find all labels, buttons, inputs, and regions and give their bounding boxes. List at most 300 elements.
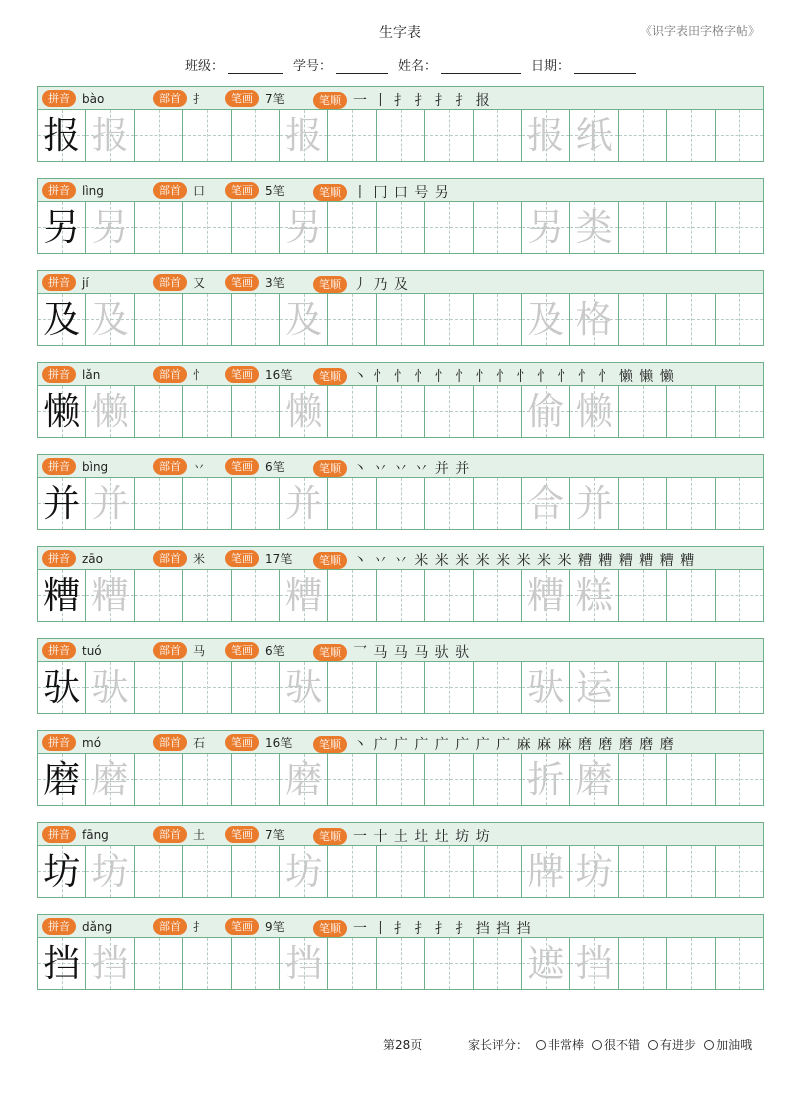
tianzige-cell[interactable] (86, 570, 134, 621)
trace-character: 坊 (91, 849, 129, 893)
character-block (37, 730, 764, 822)
tianzige-cell[interactable] (38, 386, 86, 437)
trace-character: 坊 (575, 849, 613, 893)
strokes-slot (225, 734, 292, 751)
info-field-blank[interactable] (441, 59, 521, 74)
tianzige-cell[interactable] (425, 662, 473, 713)
tianzige-cell[interactable] (716, 846, 764, 897)
pinyin-badge: 拼音 (42, 366, 76, 383)
tianzige-cell[interactable] (619, 938, 667, 989)
tianzige-cell[interactable] (280, 386, 328, 437)
tianzige-row (37, 110, 764, 162)
tianzige-cell[interactable] (86, 662, 134, 713)
tianzige-cell[interactable] (135, 846, 183, 897)
trace-character: 磨 (285, 757, 323, 801)
tianzige-cell[interactable] (377, 294, 425, 345)
pinyin-slot (42, 274, 89, 291)
tianzige-cell[interactable] (328, 570, 376, 621)
tianzige-cell[interactable] (377, 938, 425, 989)
tianzige-cell[interactable] (619, 478, 667, 529)
stroke-count-value: 16笔 (265, 736, 293, 750)
tianzige-cell[interactable] (716, 478, 764, 529)
tianzige-cell[interactable] (667, 110, 715, 161)
model-character: 报 (43, 113, 81, 157)
radical-value: 扌 (193, 92, 206, 106)
tianzige-row (37, 202, 764, 254)
tianzige-cell[interactable] (377, 570, 425, 621)
pinyin-slot (42, 642, 102, 659)
tianzige-row (37, 662, 764, 714)
stroke-count-value: 7笔 (265, 828, 285, 842)
strokes-badge: 笔画 (225, 550, 259, 567)
info-field-label: 班级： (185, 59, 225, 74)
tianzige-cell[interactable] (474, 662, 522, 713)
tianzige-cell[interactable] (86, 846, 134, 897)
tianzige-cell[interactable] (280, 294, 328, 345)
tianzige-cell[interactable] (183, 386, 231, 437)
character-info-bar (37, 362, 764, 386)
rating-option[interactable] (648, 1036, 696, 1053)
trace-character: 另 (285, 205, 323, 249)
trace-character: 纸 (575, 113, 613, 157)
trace-character: 懒 (91, 389, 129, 433)
tianzige-cell[interactable] (86, 386, 134, 437)
stroke-order-value: 一 十 土 圵 圵 坊 坊 (353, 829, 491, 845)
tianzige-cell[interactable] (280, 110, 328, 161)
tianzige-cell[interactable] (86, 754, 134, 805)
tianzige-cell[interactable] (280, 662, 328, 713)
stroke-order-value: 丶 丷 丷 丷 并 并 (353, 461, 471, 477)
tianzige-cell[interactable] (280, 570, 328, 621)
tianzige-cell[interactable] (232, 202, 280, 253)
tianzige-cell[interactable] (183, 294, 231, 345)
radical-value: 马 (193, 644, 206, 658)
tianzige-cell[interactable] (183, 202, 231, 253)
pinyin-badge: 拼音 (42, 642, 76, 659)
tianzige-cell[interactable] (377, 202, 425, 253)
tianzige-cell[interactable] (135, 110, 183, 161)
stroke-order-value: 丨 冂 口 号 另 (353, 185, 450, 201)
radical-slot (153, 274, 205, 291)
strokes-slot (225, 90, 285, 107)
tianzige-cell[interactable] (86, 938, 134, 989)
tianzige-cell[interactable] (570, 754, 618, 805)
tianzige-cell[interactable] (522, 478, 570, 529)
info-field-blank[interactable] (228, 59, 283, 74)
trace-character: 及 (285, 297, 323, 341)
order-slot (313, 550, 695, 570)
radio-circle-icon[interactable] (592, 1040, 602, 1050)
rating-option[interactable] (592, 1036, 640, 1053)
model-character: 并 (43, 481, 81, 525)
radio-circle-icon[interactable] (648, 1040, 658, 1050)
tianzige-cell[interactable] (570, 570, 618, 621)
tianzige-cell[interactable] (522, 386, 570, 437)
tianzige-cell[interactable] (135, 386, 183, 437)
trace-character: 报 (527, 113, 565, 157)
tianzige-cell[interactable] (425, 202, 473, 253)
tianzige-cell[interactable] (183, 662, 231, 713)
tianzige-cell[interactable] (135, 662, 183, 713)
tianzige-cell[interactable] (522, 662, 570, 713)
strokes-badge: 笔画 (225, 182, 259, 199)
tianzige-cell[interactable] (232, 110, 280, 161)
radical-badge: 部首 (153, 182, 187, 199)
tianzige-cell[interactable] (667, 386, 715, 437)
radical-badge: 部首 (153, 918, 187, 935)
stroke-count-value: 17笔 (265, 552, 293, 566)
stroke-count-value: 3笔 (265, 276, 285, 290)
tianzige-cell[interactable] (522, 202, 570, 253)
tianzige-cell[interactable] (619, 202, 667, 253)
tianzige-cell[interactable] (38, 938, 86, 989)
trace-character: 糟 (91, 573, 129, 617)
info-field (398, 55, 521, 74)
tianzige-cell[interactable] (183, 754, 231, 805)
pinyin-slot (42, 366, 100, 383)
tianzige-cell[interactable] (328, 478, 376, 529)
tianzige-cell[interactable] (716, 386, 764, 437)
trace-character: 并 (575, 481, 613, 525)
tianzige-cell[interactable] (328, 386, 376, 437)
tianzige-cell[interactable] (377, 110, 425, 161)
pinyin-value: bào (82, 91, 105, 106)
tianzige-cell[interactable] (232, 754, 280, 805)
tianzige-cell[interactable] (474, 202, 522, 253)
rating-option-label: 很不错 (604, 1038, 641, 1052)
tianzige-cell[interactable] (619, 662, 667, 713)
order-slot (313, 642, 470, 662)
tianzige-cell[interactable] (135, 294, 183, 345)
info-field (293, 55, 388, 74)
radical-badge: 部首 (153, 458, 187, 475)
stroke-order-value: 丶 忄 忄 忄 忄 忄 忄 忄 忄 忄 忄 忄 忄 懒 懒 懒 (353, 369, 675, 385)
tianzige-cell[interactable] (135, 938, 183, 989)
trace-character: 另 (527, 205, 565, 249)
trace-character: 合 (527, 481, 565, 525)
radical-badge: 部首 (153, 826, 187, 843)
pinyin-value: mó (82, 735, 102, 750)
tianzige-cell[interactable] (667, 294, 715, 345)
strokes-slot (225, 366, 292, 383)
trace-character: 报 (91, 113, 129, 157)
tianzige-cell[interactable] (667, 202, 715, 253)
stroke-order-badge: 笔顺 (313, 276, 347, 293)
character-block (37, 270, 764, 362)
tianzige-cell[interactable] (425, 110, 473, 161)
tianzige-cell[interactable] (716, 110, 764, 161)
tianzige-cell[interactable] (86, 294, 134, 345)
tianzige-cell[interactable] (522, 754, 570, 805)
tianzige-cell[interactable] (667, 478, 715, 529)
tianzige-cell[interactable] (474, 754, 522, 805)
tianzige-cell[interactable] (474, 570, 522, 621)
tianzige-cell[interactable] (570, 110, 618, 161)
rating-option[interactable] (704, 1036, 752, 1053)
tianzige-cell[interactable] (38, 294, 86, 345)
tianzige-cell[interactable] (474, 386, 522, 437)
series-title: 《识字表田字格字帖》 (639, 24, 760, 38)
tianzige-cell[interactable] (135, 202, 183, 253)
tianzige-cell[interactable] (619, 386, 667, 437)
tianzige-cell[interactable] (135, 754, 183, 805)
tianzige-cell[interactable] (86, 478, 134, 529)
character-info-bar (37, 86, 764, 110)
tianzige-cell[interactable] (425, 938, 473, 989)
tianzige-cell[interactable] (522, 938, 570, 989)
radical-value: 石 (193, 736, 206, 750)
stroke-order-badge: 笔顺 (313, 644, 347, 661)
trace-character: 折 (527, 757, 565, 801)
radical-value: 扌 (193, 920, 206, 934)
pinyin-badge: 拼音 (42, 182, 76, 199)
tianzige-cell[interactable] (183, 846, 231, 897)
tianzige-cell[interactable] (38, 110, 86, 161)
trace-character: 磨 (91, 757, 129, 801)
tianzige-cell[interactable] (328, 754, 376, 805)
stroke-count-value: 16笔 (265, 368, 293, 382)
tianzige-cell[interactable] (280, 478, 328, 529)
character-info-bar (37, 822, 764, 846)
tianzige-cell[interactable] (425, 478, 473, 529)
radical-slot (153, 458, 205, 475)
info-field (531, 55, 636, 74)
trace-character: 类 (575, 205, 613, 249)
tianzige-cell[interactable] (474, 110, 522, 161)
tianzige-cell[interactable] (716, 938, 764, 989)
model-character: 挡 (43, 941, 81, 985)
tianzige-cell[interactable] (619, 754, 667, 805)
tianzige-cell[interactable] (474, 846, 522, 897)
tianzige-row (37, 570, 764, 622)
rating-option[interactable] (536, 1036, 584, 1053)
stroke-order-value: 乛 马 马 马 驮 驮 (353, 645, 471, 661)
trace-character: 挡 (575, 941, 613, 985)
tianzige-cell[interactable] (377, 386, 425, 437)
tianzige-cell[interactable] (474, 294, 522, 345)
tianzige-cell[interactable] (183, 478, 231, 529)
radical-badge: 部首 (153, 550, 187, 567)
tianzige-row (37, 938, 764, 990)
radical-badge: 部首 (153, 734, 187, 751)
tianzige-cell[interactable] (716, 662, 764, 713)
tianzige-cell[interactable] (425, 294, 473, 345)
tianzige-cell[interactable] (619, 110, 667, 161)
tianzige-cell[interactable] (38, 662, 86, 713)
radical-slot (153, 826, 205, 843)
stroke-count-value: 6笔 (265, 460, 285, 474)
strokes-slot (225, 274, 285, 291)
tianzige-cell[interactable] (280, 754, 328, 805)
tianzige-cell[interactable] (328, 110, 376, 161)
stroke-order-badge: 笔顺 (313, 736, 347, 753)
info-field-blank[interactable] (336, 59, 388, 74)
stroke-count-value: 5笔 (265, 184, 285, 198)
strokes-slot (225, 550, 292, 567)
trace-character: 另 (91, 205, 129, 249)
tianzige-cell[interactable] (667, 938, 715, 989)
stroke-order-badge: 笔顺 (313, 368, 347, 385)
trace-character: 运 (575, 665, 613, 709)
tianzige-cell[interactable] (86, 202, 134, 253)
stroke-order-value: 丿 乃 及 (353, 277, 409, 293)
tianzige-cell[interactable] (716, 570, 764, 621)
tianzige-cell[interactable] (716, 754, 764, 805)
tianzige-cell[interactable] (522, 110, 570, 161)
rating-option-label: 非常棒 (548, 1038, 585, 1052)
tianzige-cell[interactable] (619, 846, 667, 897)
tianzige-cell[interactable] (425, 570, 473, 621)
trace-character: 磨 (575, 757, 613, 801)
pinyin-slot (42, 826, 109, 843)
radical-slot (153, 918, 205, 935)
radical-slot (153, 182, 205, 199)
tianzige-cell[interactable] (280, 846, 328, 897)
tianzige-cell[interactable] (232, 570, 280, 621)
pinyin-slot (42, 458, 108, 475)
order-slot (313, 734, 675, 754)
tianzige-cell[interactable] (38, 478, 86, 529)
tianzige-cell[interactable] (619, 294, 667, 345)
character-info-bar (37, 730, 764, 754)
radical-value: 口 (193, 184, 206, 198)
tianzige-cell[interactable] (38, 570, 86, 621)
tianzige-cell[interactable] (328, 938, 376, 989)
tianzige-cell[interactable] (667, 754, 715, 805)
radical-value: 又 (193, 276, 206, 290)
tianzige-cell[interactable] (570, 202, 618, 253)
tianzige-cell[interactable] (667, 846, 715, 897)
strokes-badge: 笔画 (225, 366, 259, 383)
stroke-order-badge: 笔顺 (313, 184, 347, 201)
stroke-order-badge: 笔顺 (313, 920, 347, 937)
character-info-bar (37, 454, 764, 478)
character-block (37, 822, 764, 914)
tianzige-cell[interactable] (522, 570, 570, 621)
tianzige-cell[interactable] (425, 386, 473, 437)
tianzige-cell[interactable] (570, 478, 618, 529)
order-slot (313, 182, 450, 202)
radical-slot (153, 734, 205, 751)
page-title: 生字表 (379, 25, 421, 41)
tianzige-cell[interactable] (280, 938, 328, 989)
tianzige-cell[interactable] (425, 846, 473, 897)
tianzige-cell[interactable] (377, 754, 425, 805)
character-block (37, 86, 764, 178)
strokes-badge: 笔画 (225, 90, 259, 107)
strokes-badge: 笔画 (225, 918, 259, 935)
tianzige-cell[interactable] (38, 754, 86, 805)
tianzige-cell[interactable] (183, 570, 231, 621)
order-slot (313, 918, 532, 938)
pinyin-slot (42, 182, 104, 199)
trace-character: 格 (575, 297, 613, 341)
tianzige-cell[interactable] (474, 938, 522, 989)
tianzige-cell[interactable] (328, 202, 376, 253)
tianzige-cell[interactable] (183, 110, 231, 161)
pinyin-badge: 拼音 (42, 90, 76, 107)
tianzige-cell[interactable] (232, 938, 280, 989)
tianzige-cell[interactable] (377, 846, 425, 897)
info-field-label: 学号： (293, 59, 333, 74)
radical-slot (153, 642, 205, 659)
tianzige-cell[interactable] (38, 846, 86, 897)
model-character: 驮 (43, 665, 81, 709)
tianzige-cell[interactable] (377, 478, 425, 529)
order-slot (313, 90, 491, 110)
tianzige-cell[interactable] (183, 938, 231, 989)
radical-slot (153, 90, 205, 107)
tianzige-cell[interactable] (232, 478, 280, 529)
tianzige-cell[interactable] (38, 202, 86, 253)
tianzige-cell[interactable] (570, 846, 618, 897)
tianzige-cell[interactable] (86, 110, 134, 161)
pinyin-value: tuó (82, 643, 102, 658)
strokes-badge: 笔画 (225, 826, 259, 843)
trace-character: 驮 (527, 665, 565, 709)
radical-badge: 部首 (153, 274, 187, 291)
tianzige-cell[interactable] (522, 294, 570, 345)
tianzige-cell[interactable] (135, 478, 183, 529)
pinyin-slot (42, 734, 101, 751)
trace-character: 挡 (91, 941, 129, 985)
tianzige-cell[interactable] (328, 294, 376, 345)
order-slot (313, 274, 409, 294)
trace-character: 并 (285, 481, 323, 525)
tianzige-cell[interactable] (232, 662, 280, 713)
tianzige-cell[interactable] (328, 662, 376, 713)
tianzige-cell[interactable] (570, 386, 618, 437)
pinyin-slot (42, 90, 104, 107)
tianzige-cell[interactable] (522, 846, 570, 897)
tianzige-cell[interactable] (716, 202, 764, 253)
tianzige-cell[interactable] (232, 294, 280, 345)
trace-character: 驮 (285, 665, 323, 709)
tianzige-cell[interactable] (377, 662, 425, 713)
pinyin-badge: 拼音 (42, 734, 76, 751)
tianzige-cell[interactable] (619, 570, 667, 621)
radio-circle-icon[interactable] (704, 1040, 714, 1050)
tianzige-cell[interactable] (570, 662, 618, 713)
pinyin-badge: 拼音 (42, 458, 76, 475)
pinyin-slot (42, 550, 103, 567)
tianzige-cell[interactable] (280, 202, 328, 253)
stroke-order-badge: 笔顺 (313, 92, 347, 109)
radical-value: 土 (193, 828, 206, 842)
radio-circle-icon[interactable] (536, 1040, 546, 1050)
info-field-blank[interactable] (574, 59, 636, 74)
tianzige-cell[interactable] (328, 846, 376, 897)
model-character: 糟 (43, 573, 81, 617)
order-slot (313, 366, 675, 386)
tianzige-cell[interactable] (667, 570, 715, 621)
tianzige-cell[interactable] (232, 846, 280, 897)
tianzige-cell[interactable] (570, 938, 618, 989)
trace-character: 及 (91, 297, 129, 341)
pinyin-value: zāo (82, 551, 103, 566)
tianzige-cell[interactable] (232, 386, 280, 437)
tianzige-cell[interactable] (716, 294, 764, 345)
stroke-count-value: 7笔 (265, 92, 285, 106)
model-character: 另 (43, 205, 81, 249)
tianzige-row (37, 478, 764, 530)
pinyin-value: jí (82, 275, 89, 290)
tianzige-cell[interactable] (135, 570, 183, 621)
tianzige-cell[interactable] (474, 478, 522, 529)
tianzige-cell[interactable] (425, 754, 473, 805)
tianzige-cell[interactable] (570, 294, 618, 345)
tianzige-cell[interactable] (667, 662, 715, 713)
